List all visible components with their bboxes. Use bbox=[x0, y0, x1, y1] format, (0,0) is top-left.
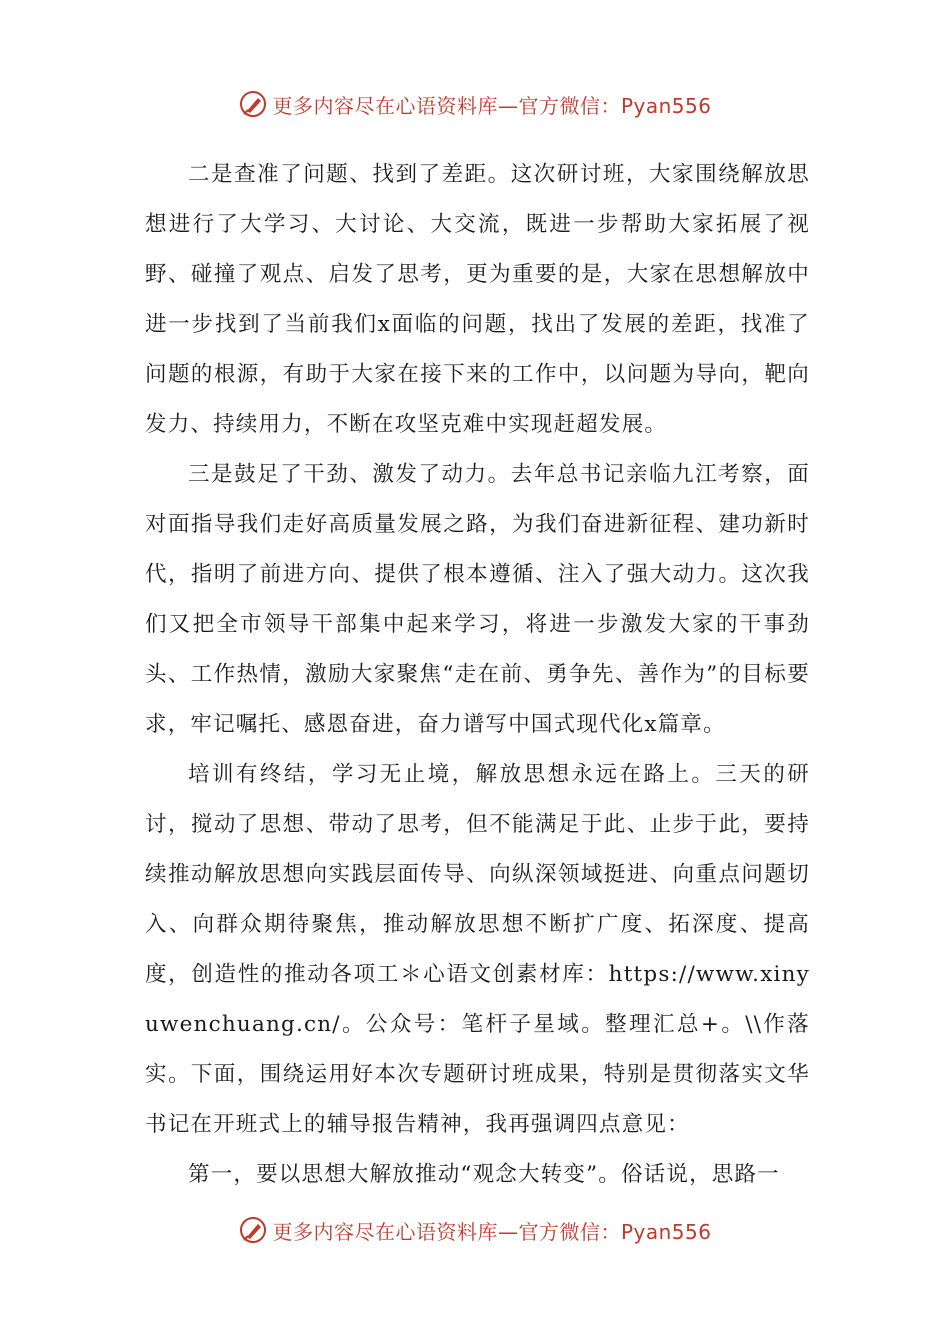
document-body bbox=[145, 150, 810, 1200]
footer-banner-text: 更多内容尽在心语资料库—官方微信：Pyan556 bbox=[272, 1219, 712, 1244]
paragraph-4: 培训有终结，学习无止境，解放思想永远在路上。三天的研讨，搅动了思想、带动了思考，但不能满足于此、止步于此，要持续推动解放思想向实践层面传导、向纵深领域挺进、向重点问题切入、向群众期待聚焦，推动解放思想不断扩广度、拓深度、提高度，创造性的推动各项工＊心语文创素材库：https://www.xinyuwenchuang.cn/。公众号：笔杆子星域。整理汇总+。\\作落实。下面，围绕运用好本次专题研讨班成果，特别是贯彻落实文华书记在开班式上的辅导报告精神，我再强调四点意见： bbox=[145, 762, 810, 1137]
pen-nib-logo-icon bbox=[238, 1215, 268, 1245]
paragraph-3: 三是鼓足了干劲、激发了动力。去年总书记亲临九江考察，面对面指导我们走好高质量发展之路，为我们奋进新征程、建功新时代，指明了前进方向、提供了根本遵循、注入了强大动力。这次我们又把全市领导干部集中起来学习，将进一步激发大家的干事劲头、工作热情，激励大家聚焦“走在前、勇争先、善作为”的目标要求，牢记嘱托、感恩奋进，奋力谱写中国式现代化x篇章。 bbox=[145, 462, 810, 737]
header-banner-text: 更多内容尽在心语资料库—官方微信：Pyan556 bbox=[272, 93, 712, 118]
footer-banner bbox=[0, 1210, 950, 1250]
paragraph-2: 二是查准了问题、找到了差距。这次研讨班，大家围绕解放思想进行了大学习、大讨论、大交流，既进一步帮助大家拓展了视野、碰撞了观点、启发了思考，更为重要的是，大家在思想解放中进一步找到了当前我们x面临的问题，找出了发展的差距，找准了问题的根源，有助于大家在接下来的工作中，以问题为导向，靶向发力、持续用力，不断在攻坚克难中实现赶超发展。 bbox=[145, 162, 810, 437]
pen-nib-logo-icon bbox=[238, 89, 268, 119]
paragraph-5: 第一，要以思想大解放推动“观念大转变”。俗话说，思路一 bbox=[188, 1162, 780, 1187]
header-banner bbox=[0, 84, 950, 124]
